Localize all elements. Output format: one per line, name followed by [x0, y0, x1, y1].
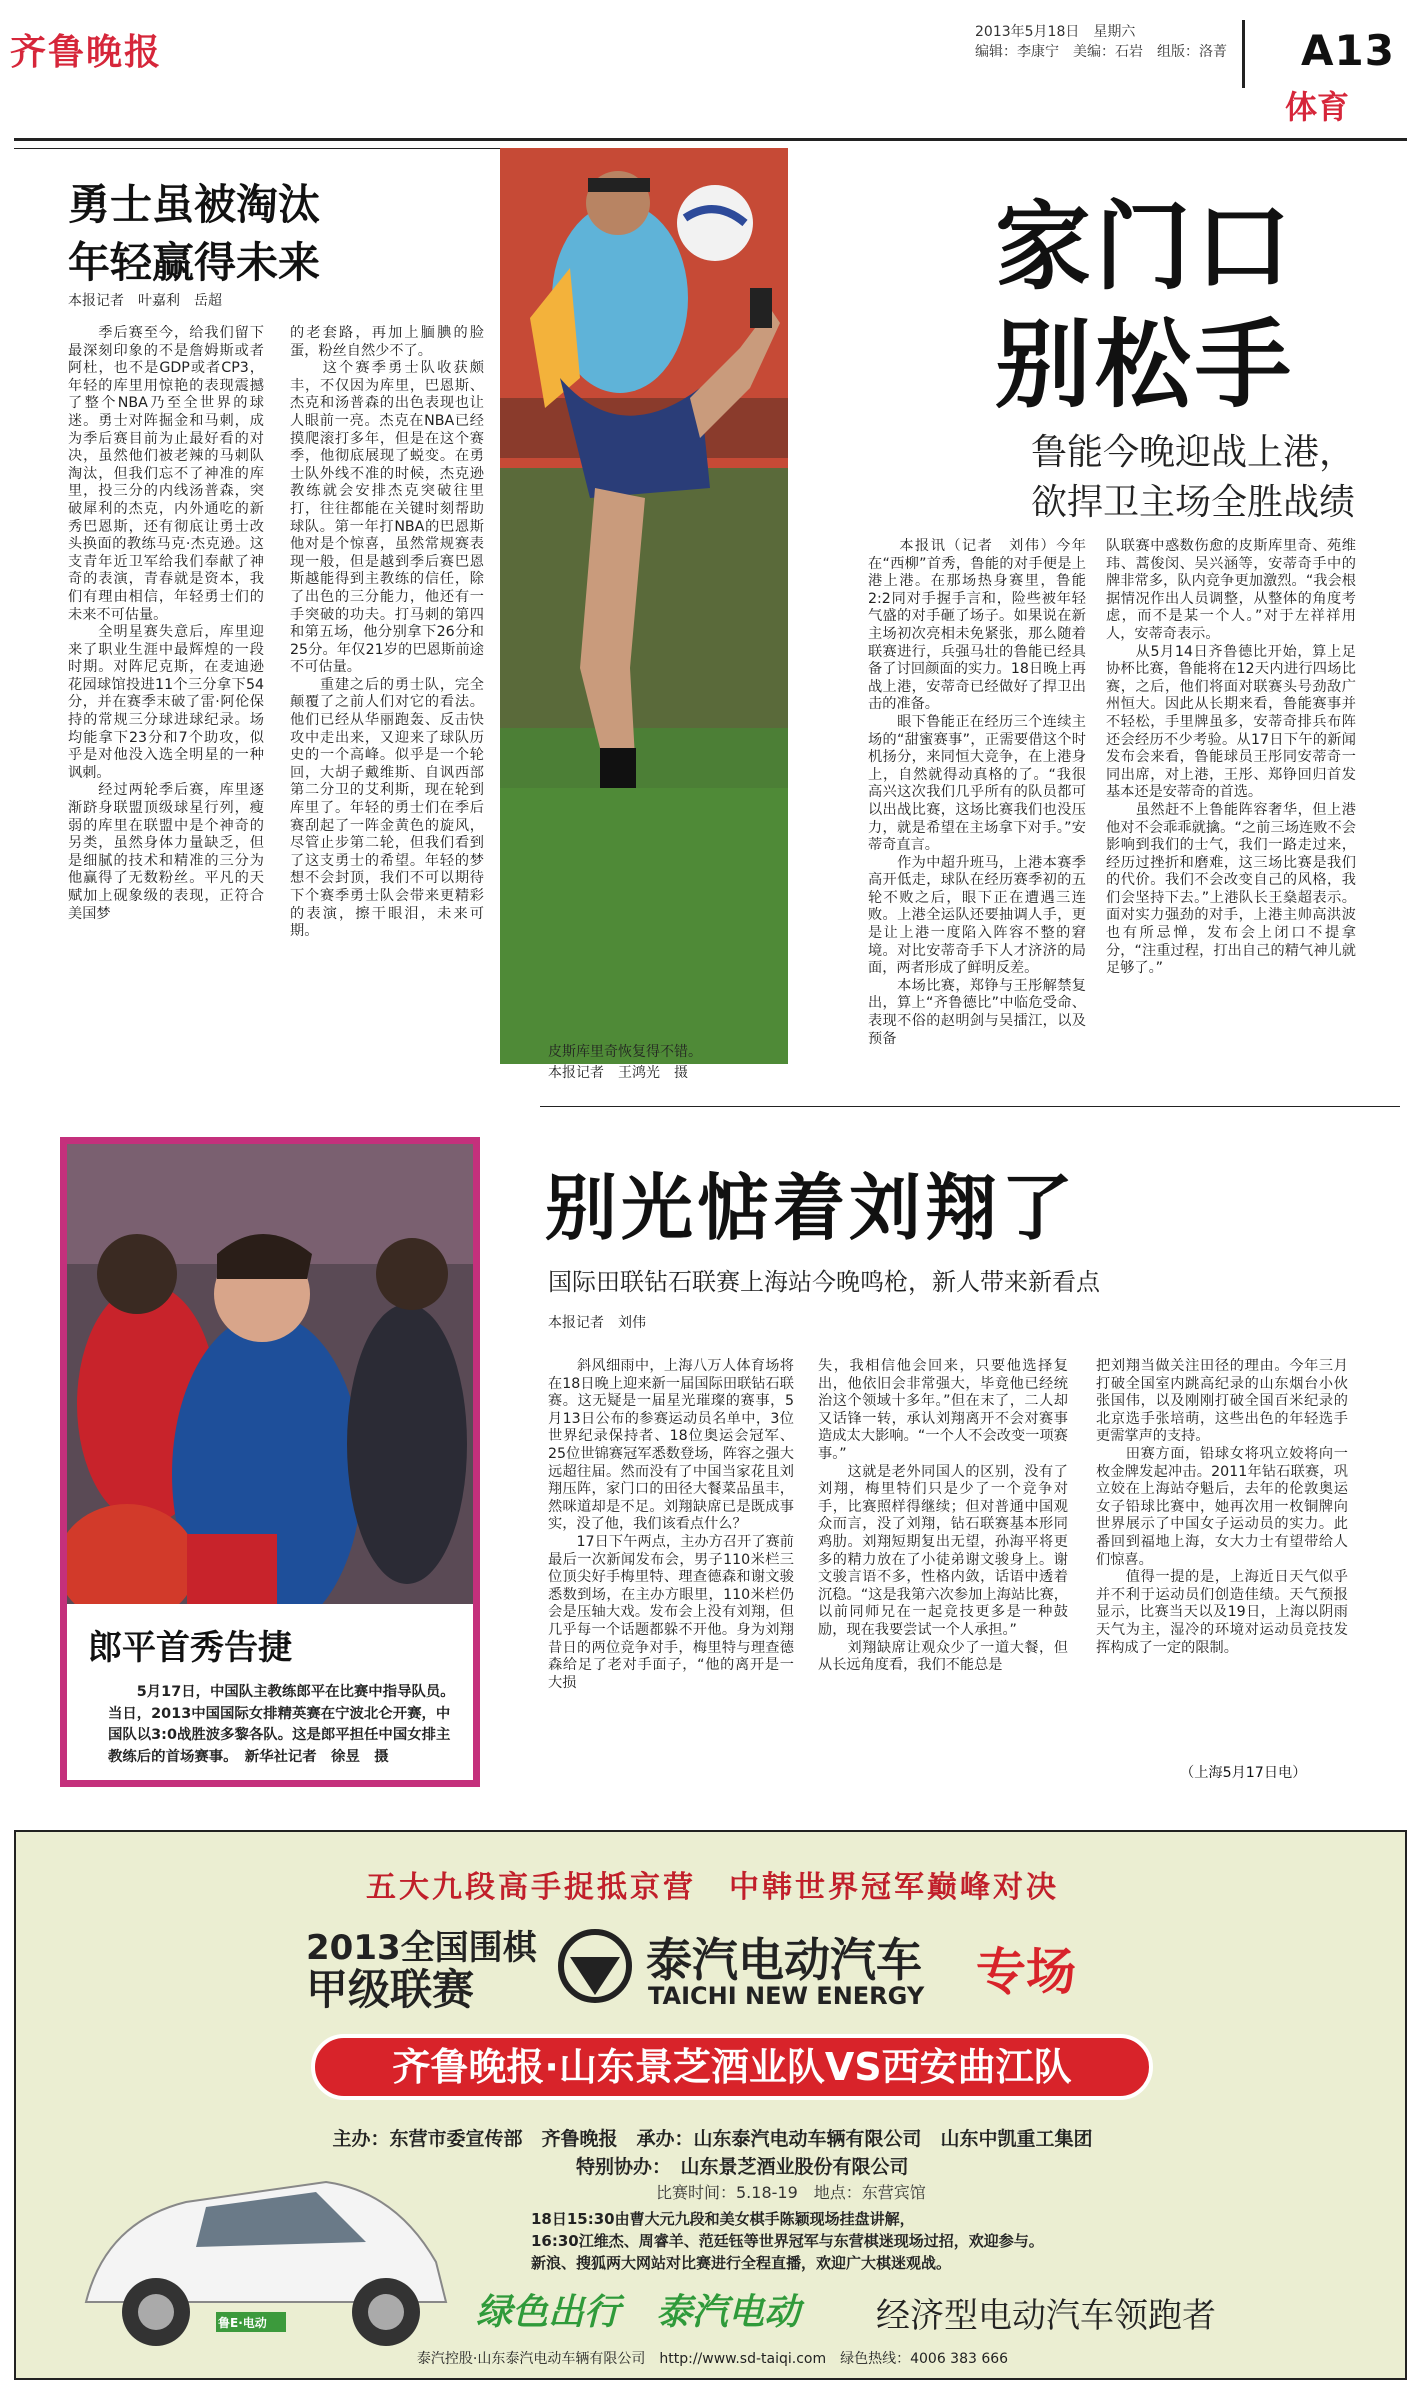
header-divider	[1242, 20, 1245, 88]
photo-caption-line-1: 皮斯库里奇恢复得不错。	[548, 1044, 702, 1060]
main-deck-line-1: 鲁能今晚迎战上港，	[1030, 432, 1355, 473]
ad-brand-cn: 泰汽电动汽车	[646, 1933, 922, 1987]
volleyball-photo	[67, 1144, 473, 1604]
box-caption: 5月17日，中国队主教练郎平在比赛中指导队员。当日，2013中国国际女排精英赛在宁波北仑开赛，中国队以3:0战胜波多黎各队。这是郎平担任中国女排主教练后的首场赛事。 新华社记者 徐昱 摄	[108, 1684, 455, 1765]
left-article-top-rule	[14, 148, 514, 149]
main-title-line-2: 别松手	[995, 309, 1295, 421]
mid-article-byline: 本报记者 刘伟	[548, 1315, 646, 1331]
ad-note-1: 18日15:30由曹大元九段和美女棋手陈颖现场挂盘讲解，	[531, 2210, 915, 2228]
mid-article-col-2: 失，我相信他会回来，只要他选择复出，他依旧会非常强大，毕竟他已经统治这个领域十多年。”但在末了，二人却又话锋一转，承认刘翔离开不会对赛事造成太大影响。“一个人不会改变一项赛事。” 这就是老外同国人的区别，没有了刘翔，梅里特们只是少了一个竞争对手，比赛照样得继续；但对普通中国观众而言，没了刘翔，钻石联赛基本形同鸡肋。刘翔短期复出无望，孙海平将更多的精力放在了小徒弟谢文骏身上。谢文骏言语不多，性格内敛，话语中透着沉稳。“这是我第六次参加上海站比赛，以前同师兄在一起竞技更多是一种鼓励，现在我要尝试一个人承担。” 刘翔缺席让观众少了一道大餐，但从长远角度看，我们不能总是	[818, 1358, 1068, 1674]
ad-green-slogan: 绿色出行 泰汽电动	[476, 2292, 801, 2333]
mid-article-deck: 国际田联钻石联赛上海站今晚鸣枪，新人带来新看点	[548, 1268, 1100, 1296]
section-label: 体育	[1284, 88, 1349, 126]
player-photo	[500, 148, 788, 1064]
main-article-title	[995, 188, 1295, 424]
main-article-col-1: 本报讯（记者 刘伟）今年在“西柳”首秀，鲁能的对手便是上港上港。在那场热身赛里，鲁能2:2同对手握手言和，险些被年轻气盛的对手砸了场子。如果说在新主场初次亮相未免紧张，那么随着联赛进行，兵强马壮的鲁能已经具备了讨回颜面的实力。18日晚上再战上港，安蒂奇已经做好了捍卫出击的准备。 眼下鲁能正在经历三个连续主场的“甜蜜赛事”，正需要借这个时机扬分，来同恒大竞争，在上港身上，自然就得动真格的了。“我很高兴这次我们几乎所有的队员都可以出战比赛，这场比赛我们也没压力，就是希望在主场拿下对手。”安蒂奇直言。 作为中超升班马，上港本赛季高开低走，球队在经历赛季初的五轮不败之后，眼下正在遭遇三连败。上港全运队还要抽调人手，更是让上港一度陷入阵容不整的窘境。对比安蒂奇手下人才济济的局面，两者形成了鲜明反差。 本场比赛，郑铮与王彤解禁复出，算上“齐鲁德比”中临危受命、表现不俗的赵明剑与吴擂江，以及预备	[868, 538, 1086, 1047]
mid-article-title: 别光惦着刘翔了	[545, 1166, 1078, 1250]
player-photo-svg	[500, 148, 788, 1064]
ad-time: 比赛时间：5.18-19 地点：东营宾馆	[656, 2183, 926, 2202]
ad-match-banner: 齐鲁晚报·山东景芝酒业队VS西安曲江队	[311, 2034, 1153, 2100]
ad-co-organizer: 特别协办： 山东景芝酒业股份有限公司	[576, 2156, 909, 2178]
main-deck-line-2: 欲捍卫主场全胜战绩	[1030, 482, 1355, 523]
mid-section-rule	[540, 1106, 1400, 1107]
ad-event	[306, 1927, 537, 2014]
ad-tagline: 经济型电动汽车领跑者	[876, 2296, 1216, 2336]
main-article-deck	[975, 428, 1355, 528]
page-number: A13	[1301, 26, 1395, 75]
ad-footer: 泰汽控股·山东泰汽电动车辆有限公司 http://www.sd-taiqi.com 绿色热线：4006 383 666	[416, 2351, 1009, 2367]
left-article-title	[68, 176, 320, 292]
header-info	[975, 22, 1227, 62]
ad-slogan: 五大九段高手捉抵京营 中韩世界冠军巅峰对决	[366, 1870, 1059, 1905]
ad-note-3: 新浪、搜狐两大网站对比赛进行全程直播，欢迎广大棋迷观战。	[531, 2254, 952, 2272]
left-title-line-1: 勇士虽被淘汰	[68, 180, 321, 229]
photo-caption	[548, 1042, 702, 1084]
taichi-logo-icon	[556, 1927, 634, 2005]
ad-note-2: 16:30江维杰、周睿羊、范廷钰等世界冠军与东营棋迷现场过招，欢迎参与。	[531, 2232, 1044, 2250]
mid-article-col-1: 斜风细雨中，上海八万人体育场将在18日晚上迎来新一届国际田联钻石联赛。这无疑是一届星光璀璨的赛事，5月13日公布的参赛运动员名单中，3位世界纪录保持者、18位奥运会冠军、25位世锦赛冠军悉数登场，阵容之强大远超往届。然而没有了中国当家花且刘翔压阵，家门口的田径大餐菜品虽丰，然咪道却是不足。刘翔缺席已是既成事实，没了他，我们该看点什么？ 17日下午两点，主办方召开了赛前最后一次新闻发布会，男子110米栏三位顶尖好手梅里特、理查德森和谢文骏悉数到场，在主办方眼里，110米栏仍会是压轴大戏。发布会上没有刘翔，但几乎每一个话题都躲不开他。身为刘翔昔日的两位竞争对手，梅里特与理查德森给足了老对手面子，“他的离开是一大损	[548, 1358, 794, 1691]
mid-article-dateline: （上海5月17日电）	[1180, 1765, 1307, 1781]
ad-notes	[531, 2208, 1044, 2274]
photo-caption-line-2: 本报记者 王鸿光 摄	[548, 1065, 688, 1081]
ad-event-line-2: 甲级联赛	[306, 1965, 475, 2014]
ad-event-line-1: 2013全国围棋	[306, 1928, 537, 1968]
masthead: 齐鲁晚报	[10, 31, 163, 73]
ad-brand-en: TAICHI NEW ENERGY	[648, 1982, 925, 2010]
box-title: 郎平首秀告捷	[88, 1628, 292, 1668]
left-article-byline: 本报记者 叶嘉利 岳超	[68, 293, 222, 309]
ad-license-plate: 鲁E·电动	[218, 2316, 267, 2330]
main-title-line-1: 家门口	[995, 191, 1295, 303]
left-title-line-2: 年轻赢得未来	[68, 238, 321, 287]
advertisement	[14, 1830, 1407, 2380]
header-date: 2013年5月18日 星期六	[975, 24, 1136, 40]
left-article-col-1: 季后赛至今，给我们留下最深刻印象的不是詹姆斯或者阿杜，也不是GDP或者CP3，年轻的库里用惊艳的表现震撼了整个NBA乃至全世界的球迷。勇士对阵掘金和马刺，成为季后赛目前为止最好看的对决，虽然他们被老辣的马刺队淘汰，但我们忘不了神准的库里，投三分的内线汤普森，突破犀利的杰克，内外通吃的新秀巴恩斯，还有彻底让勇士改头换面的教练马克·杰克逊。这支青年近卫军给我们奉献了神奇的表演，青春就是资本，我们有理由相信，年轻勇士们的未来不可估量。 全明星赛失意后，库里迎来了职业生涯中最辉煌的一段时期。对阵尼克斯，在麦迪逊花园球馆投进11个三分拿下54分，并在赛季末破了雷·阿伦保持的常规三分球进球纪录。场均能拿下23分和7个助攻，似乎是对他没入选全明星的一种讽刺。 经过两轮季后赛，库里逐渐跻身联盟顶级球星行列，瘦弱的库里在联盟中是个神奇的另类，虽然身体力量缺乏，但是细腻的技术和精准的三分为他赢得了无数粉丝。平凡的天赋加上砚象级的表现，正符合美国梦	[68, 325, 264, 922]
header-editors: 编辑：李康宁 美编：石岩 组版：洛菁	[975, 44, 1227, 60]
left-article-col-2: 的老套路，再加上腼腆的脸蛋，粉丝自然少不了。 这个赛季勇士队收获颇丰，不仅因为库里，巴恩斯、杰克和汤普森的出色表现也让人眼前一亮。杰克在NBA已经摸爬滚打多年，但是在这个赛季，他彻底展现了蜕变。在勇士队外线不准的时候，杰克逊教练就会安排杰克突破往里打，往往都能在关键时刻帮助球队。第一年打NBA的巴恩斯他对是个惊喜，虽然常规赛表现一般，但是越到季后赛巴恩斯越能得到主教练的信任，除了出色的三分能力，他还有一手突破的功夫。打马刺的第四和第五场，他分别拿下26分和25分。年仅21岁的巴恩斯前途不可估量。 重建之后的勇士队，完全颠覆了之前人们对它的看法。他们已经从华丽跑轰、反击快攻中走出来，又迎来了球队历史的一个高峰。似乎是一个轮回，大胡子戴维斯、自讽西部第二分卫的艾利斯，现在轮到库里了。年轻的勇士们在季后赛刮起了一阵金黄色的旋风，尽管止步第二轮，但我们看到了这支勇士的希望。年轻的梦想不会封顶，我们不可以期待下个赛季勇士队会带来更精彩的表演，擦干眼泪，未来可期。	[290, 325, 484, 940]
header-rule	[14, 138, 1407, 141]
ad-special: 专场	[976, 1943, 1076, 2001]
main-article-col-2: 队联赛中惑数伤愈的皮斯库里奇、苑维玮、蒿俊闵、吴兴涵等，安蒂奇手中的牌非常多，队内竞争更加激烈。“我会根据情况作出人员调整，从整体的角度考虑，而不是某一个人。”对于左祥祥用人，安蒂奇表示。 从5月14日齐鲁德比开始，算上足协杯比赛，鲁能将在12天内进行四场比赛，之后，他们将面对联赛头号劲敌广州恒大。因此从长期来看，鲁能赛事并不轻松，手里牌虽多，安蒂奇排兵布阵还会经历不少考验。从17日下午的新闻发布会来看，鲁能球员王彤同安蒂奇一同出席，对上港，王彤、郑铮回归首发基本还是安蒂奇的首选。 虽然赶不上鲁能阵容奢华，但上港他对不会乖乖就擒。“之前三场连败不会影响到我们的士气，我们一路走过来，经历过挫折和磨难，这三场比赛是我们的代价。我们不会改变自己的风格，我们会坚持下去。”上港队长王燊超表示。面对实力强劲的对手，上港主帅高洪波也有所忌惮，发布会上闭口不提拿分，“注重过程，打出自己的精气神儿就足够了。”	[1106, 538, 1356, 977]
ad-organizers: 主办：东营市委宣传部 齐鲁晚报 承办：山东泰汽电动车辆有限公司 山东中凯重工集团	[332, 2128, 1093, 2150]
mid-article-col-3: 把刘翔当做关注田径的理由。今年三月打破全国室内跳高纪录的山东烟台小伙张国伟，以及刚刚打破全国百米纪录的北京选手张培萌，这些出色的年轻选手更需掌声的支持。 田赛方面，铅球女将巩立姣将向一枚金牌发起冲击。2011年钻石联赛，巩立姣在上海站夺魁后，去年的伦敦奥运女子铅球比赛中，她再次用一枚铜牌向世界展示了中国女子运动员的实力。此番回到福地上海，女大力士有望带给人们惊喜。 值得一提的是，上海近日天气似乎并不利于运动员们创造佳绩。天气预报显示，比赛当天以及19日，上海以阴雨天气为主，湿冷的环境对运动员竞技发挥构成了一定的限制。	[1096, 1358, 1348, 1656]
